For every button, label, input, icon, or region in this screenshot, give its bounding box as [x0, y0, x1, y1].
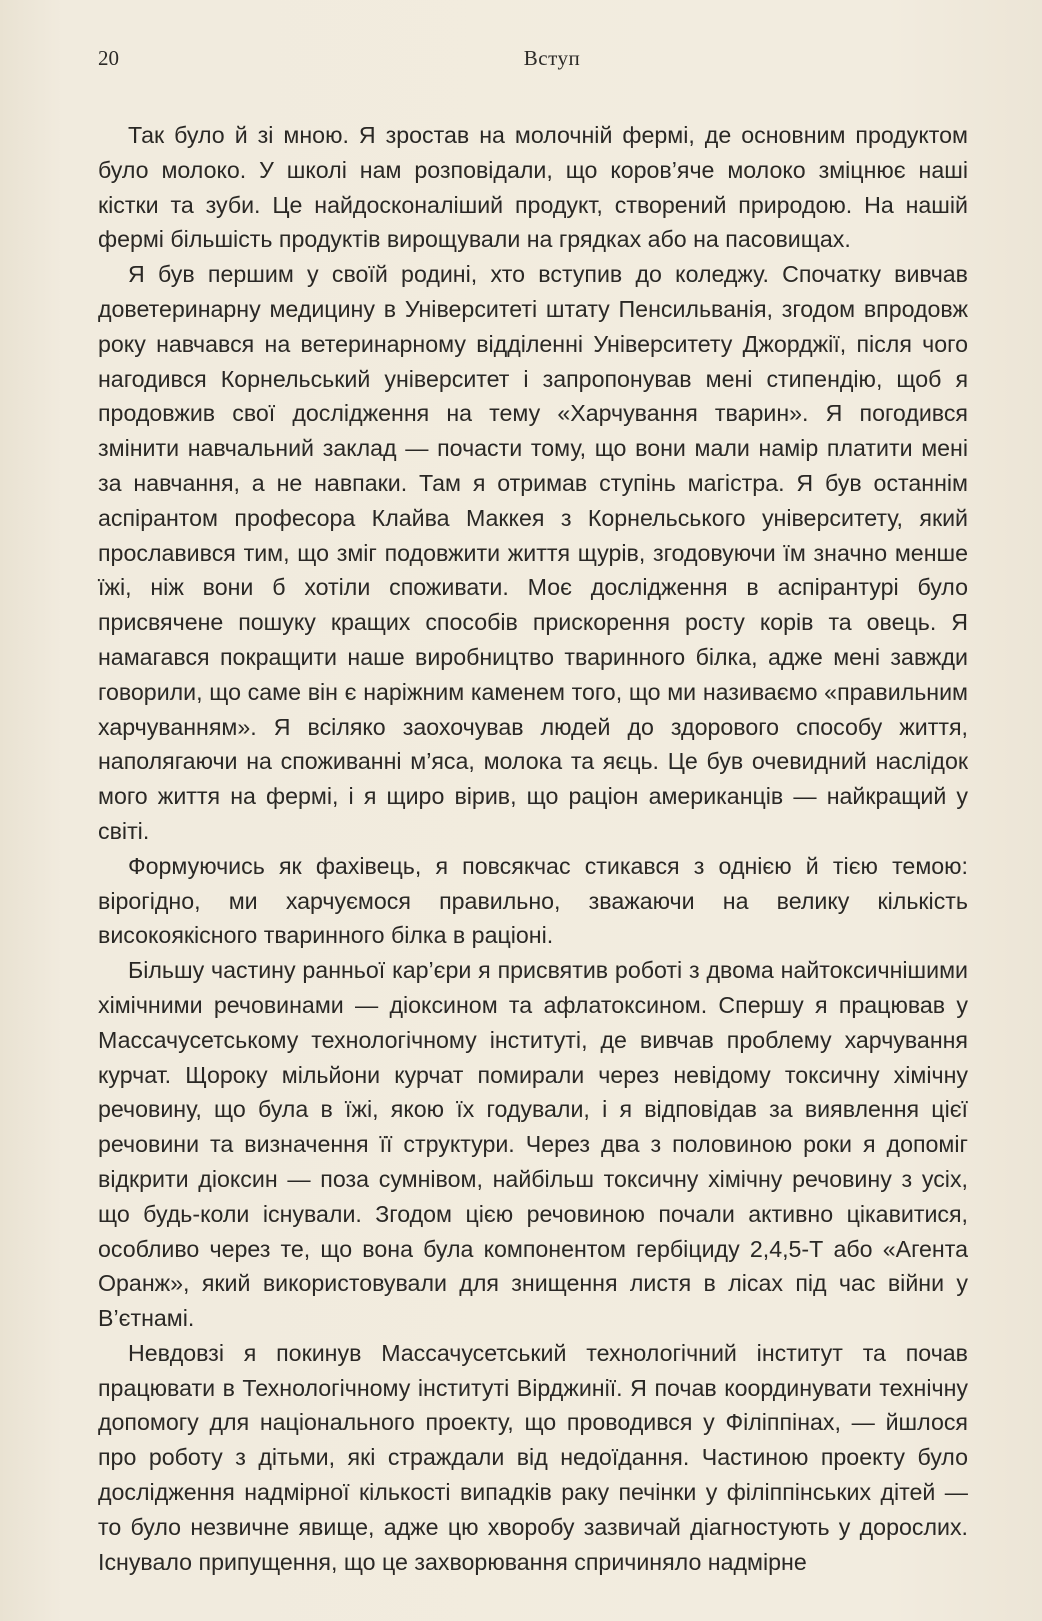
paragraph-1: Так було й зі мною. Я зростав на молочній фермі, де основним продуктом було молоко. У школі нам розповідали, що коров’яче молоко зміцнює наші кістки та зуби. Це найдосконаліший продукт, створений природою. На нашій фермі більшість продуктів вирощували на грядках або на пасовищах. [98, 122, 968, 253]
paragraph-5: Невдовзі я покинув Массачусетський технологічний інститут та почав працювати в Технологічному інституті Вірджинії. Я почав координувати технічну допомогу для національного проекту, що проводився у Філіппінах, — йшлося про роботу з дітьми, які страждали від недоїдання. Частиною проекту було дослідження надмірної кількості випадків раку печінки у філіппінських дітей — то було незвичне явище, адже цю хворобу зазвичай діагностують у дорослих. Існувало припущення, що це захворювання спричиняло надмірне [98, 1339, 968, 1575]
page-number: 20 [98, 46, 119, 70]
paragraph-4: Більшу частину ранньої кар’єри я присвятив роботі з двома найтоксичнішими хімічними речовинами — діоксином та афлатоксином. Спершу я працював у Массачусетському технологічному інституті, де вивчав проблему харчування курчат. Щороку мільйони курчат помирали через невідому токсичну хімічну речовину, що була в їжі, якою їх годували, і я відповідав за виявлення цієї речовини та визначення її структури. Через два з половиною роки я допоміг відкрити діоксин — поза сумнівом, найбільш токсичну хімічну речовину з усіх, що будь-коли існували. Згодом цією речовиною почали активно цікавитися, особливо через те, що вона була компонентом гербіциду 2,4,5-Т або «Агента Оранж», який використовували для знищення листя в лісах під час війни у В’єтнамі. [98, 957, 968, 1332]
running-head [98, 46, 966, 76]
paragraph-2: Я був першим у своїй родині, хто вступив до коледжу. Спочатку вивчав доветеринарну медицину в Університеті штату Пенсильванія, згодом впродовж року навчався на ветеринарному відділенні Університету Джорджії, після чого нагодився Корнельський університет і запропонував мені стипендію, щоб я продовжив свої дослідження на тему «Харчування тварин». Я погодився змінити навчальний заклад — почасти тому, що вони мали намір платити мені за навчання, а не навпаки. Там я отримав ступінь магістра. Я був останнім аспірантом професора Клайва Маккея з Корнельського університету, який прославився тим, що зміг подовжити життя щурів, згодовуючи їм значно менше їжі, ніж вони б хотіли споживати. Моє дослідження в аспірантурі було присвячене пошуку кращих способів прискорення росту корів та овець. Я намагався покращити наше виробництво тваринного білка, адже мені завжди говорили, що саме він є наріжним каменем того, що ми називаємо «правильним харчуванням». Я всіляко заохочував людей до здорового способу життя, наполягаючи на споживанні м’яса, молока та яєць. Це був очевидний наслідок мого життя на фермі, і я щиро вірив, що раціон американців — найкращий у світі. [98, 261, 968, 844]
section-title: Вступ [523, 46, 581, 70]
paragraph-3: Формуючись як фахівець, я повсякчас стикався з однією й тією темою: вірогідно, ми харчуємося правильно, зважаючи на велику кількість високоякісного тваринного білка в раціоні. [98, 852, 968, 949]
body-text [98, 118, 968, 1579]
